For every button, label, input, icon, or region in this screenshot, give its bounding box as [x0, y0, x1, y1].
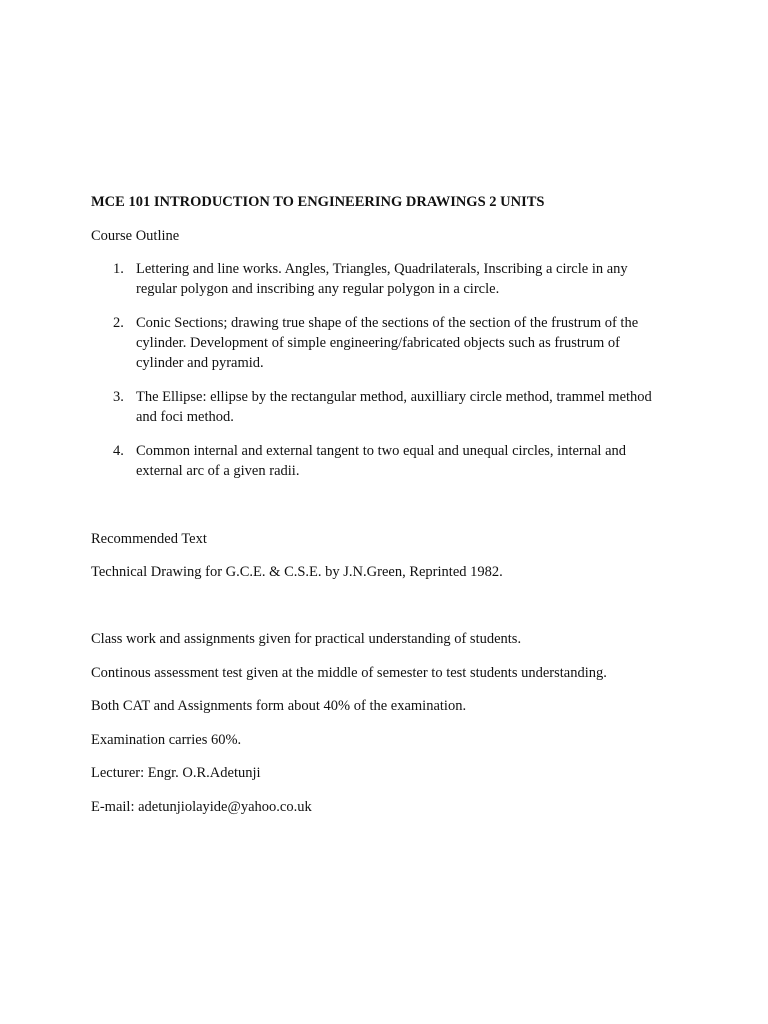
outline-item-number: 2.	[113, 315, 124, 331]
class-work-note: Class work and assignments given for practical understanding of students.	[91, 631, 522, 647]
outline-item-line: and foci method.	[136, 409, 234, 425]
outline-item-line: Common internal and external tangent to two equal and unequal circles, internal and	[136, 443, 627, 459]
outline-item-number: 3.	[113, 389, 124, 405]
cat-weight-note: Both CAT and Assignments form about 40% of the examination.	[91, 698, 467, 714]
course-outline-list	[91, 259, 691, 495]
outline-item-2	[91, 313, 691, 373]
outline-item-number: 4.	[113, 443, 124, 459]
outline-item-line: Conic Sections; drawing true shape of the sections of the section of the frustrum of the	[136, 315, 639, 331]
outline-item-line: Lettering and line works. Angles, Triangles, Quadrilaterals, Inscribing a circle in any	[136, 261, 628, 277]
recommended-text-heading: Recommended Text	[91, 531, 207, 547]
outline-item-3	[91, 387, 691, 427]
outline-item-line: regular polygon and inscribing any regular polygon in a circle.	[136, 281, 500, 297]
outline-item-line: external arc of a given radii.	[136, 463, 300, 479]
course-title: MCE 101 INTRODUCTION TO ENGINEERING DRAWINGS 2 UNITS	[91, 194, 545, 210]
outline-item-4	[91, 441, 691, 481]
exam-weight-note: Examination carries 60%.	[91, 732, 242, 748]
course-outline-heading: Course Outline	[91, 228, 180, 244]
outline-item-line: cylinder and pyramid.	[136, 355, 264, 371]
recommended-text: Technical Drawing for G.C.E. & C.S.E. by J.N.Green, Reprinted 1982.	[91, 564, 503, 580]
outline-item-line: The Ellipse: ellipse by the rectangular method, auxilliary circle method, trammel method	[136, 389, 652, 405]
lecturer-name: Lecturer: Engr. O.R.Adetunji	[91, 765, 261, 781]
outline-item-line: cylinder. Development of simple engineering/fabricated objects such as frustrum of	[136, 335, 620, 351]
outline-item-number: 1.	[113, 261, 124, 277]
continuous-assessment-note: Continous assessment test given at the middle of semester to test students understanding.	[91, 665, 607, 681]
outline-item-1	[91, 259, 691, 299]
lecturer-email: E-mail: adetunjiolayide@yahoo.co.uk	[91, 799, 312, 815]
